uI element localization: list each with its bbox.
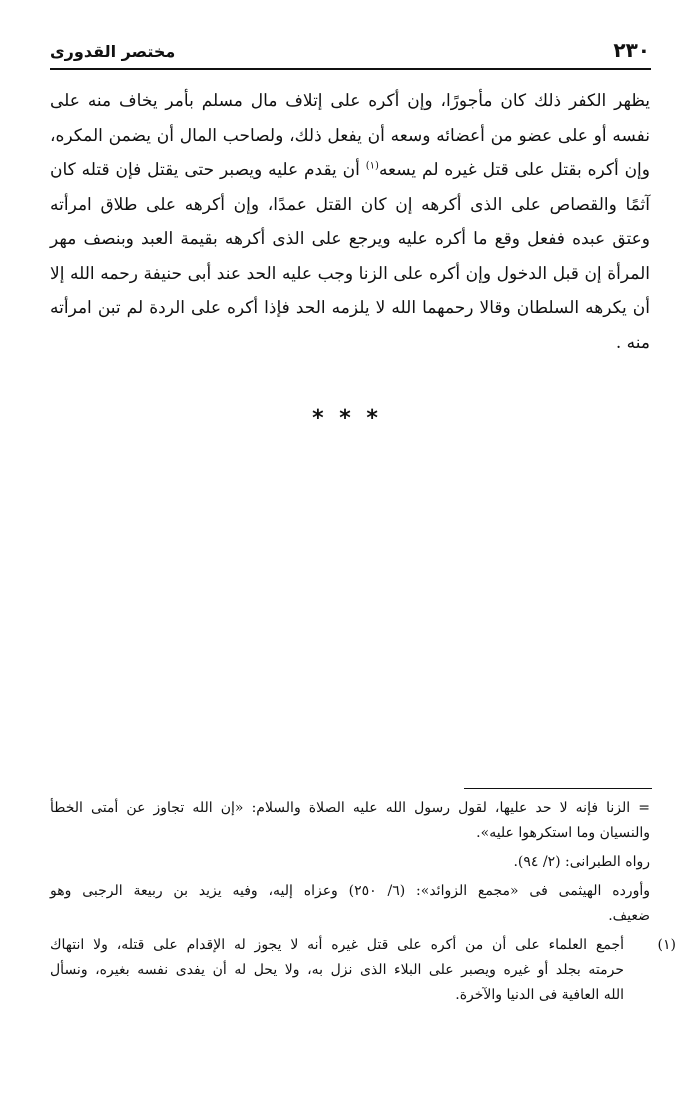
- footnote-line: أجمع العلماء على أن من أكره على قتل غيره أنه لا يجوز له الإقدام على قتله، ولا انتهاك: [50, 937, 624, 953]
- footnote-reference: (١): [365, 160, 379, 172]
- footnote-line: الله العافية فى الدنيا والآخرة.: [455, 987, 624, 1003]
- footnote-line: حرمته بجلد أو غيره ويصبر على البلاء الذى نزل به، ولا يحل له أن يفدى نفسه بغيره، ونسأل: [50, 962, 624, 978]
- footnote-line: وأورده الهيثمى فى «مجمع الزوائد»: (٦/ ٢٥٠) وعزاه إليه، وفيه يزيد بن ربيعة الرجبى وهو: [50, 883, 650, 899]
- book-title: مختصر القدورى: [50, 42, 176, 61]
- text-line: وعتق عبده ففعل وقع ما أكره عليه ويرجع على الذى أكرهه بقيمة العبد وبنصف مهر: [50, 229, 650, 249]
- footnote-marker: (١): [657, 937, 676, 953]
- text-line: يظهر الكفر ذلك كان مأجورًا، وإن أكره على إتلاف مال مسلم بأمر يخاف منه على: [50, 91, 650, 111]
- footnote-source: [50, 850, 650, 875]
- text-line: نفسه أو على عضو من أعضائه وسعه أن يفعل ذلك، ولصاحب المال أن يضمن المكره،: [50, 125, 650, 146]
- page-number: ٢٣٠: [613, 38, 650, 62]
- text-segment: وإن أكره بقتل على قتل غيره لم يسعه: [378, 160, 650, 180]
- page-header: [50, 38, 650, 68]
- footnote-line: والنسيان وما استكرهوا عليه».: [476, 825, 650, 841]
- main-text: [50, 84, 650, 360]
- text-line: منه .: [615, 332, 650, 353]
- footnote-continuation: [50, 796, 650, 846]
- footnote-line: = الزنا فإنه لا حد عليها، لقول رسول الله عليه الصلاة والسلام: «إن الله تجاوز عن أمتى الخطأ: [50, 800, 650, 816]
- text-line: أن يكرهه السلطان وقالا رحمهما الله لا يلزمه الحد فإذا أكره على الردة لم تبن امرأته: [50, 298, 650, 318]
- footnotes: [50, 796, 676, 1012]
- text-line: [50, 153, 650, 188]
- text-line: المرأة إن قبل الدخول وإن أكره على الزنا وجب عليه الحد عند أبى حنيفة رحمه الله إلا: [50, 263, 650, 284]
- footnote-1: [50, 933, 676, 1008]
- text-segment: أن يقدم عليه ويصبر حتى يقتل فإن قتله كان: [50, 160, 366, 180]
- section-separator: * * *: [312, 406, 382, 431]
- footnote-line: رواه الطبرانى: (٢/ ٩٤).: [513, 854, 650, 870]
- footnote-rule: [464, 788, 652, 789]
- header-rule: [50, 68, 651, 70]
- text-line: آثمًا والقصاص على الذى أكرهه إن كان القتل عمدًا، وإن أكرهه على طلاق امرأته: [50, 194, 650, 215]
- footnote-line: ضعيف.: [608, 908, 650, 924]
- footnote-source: [50, 879, 650, 929]
